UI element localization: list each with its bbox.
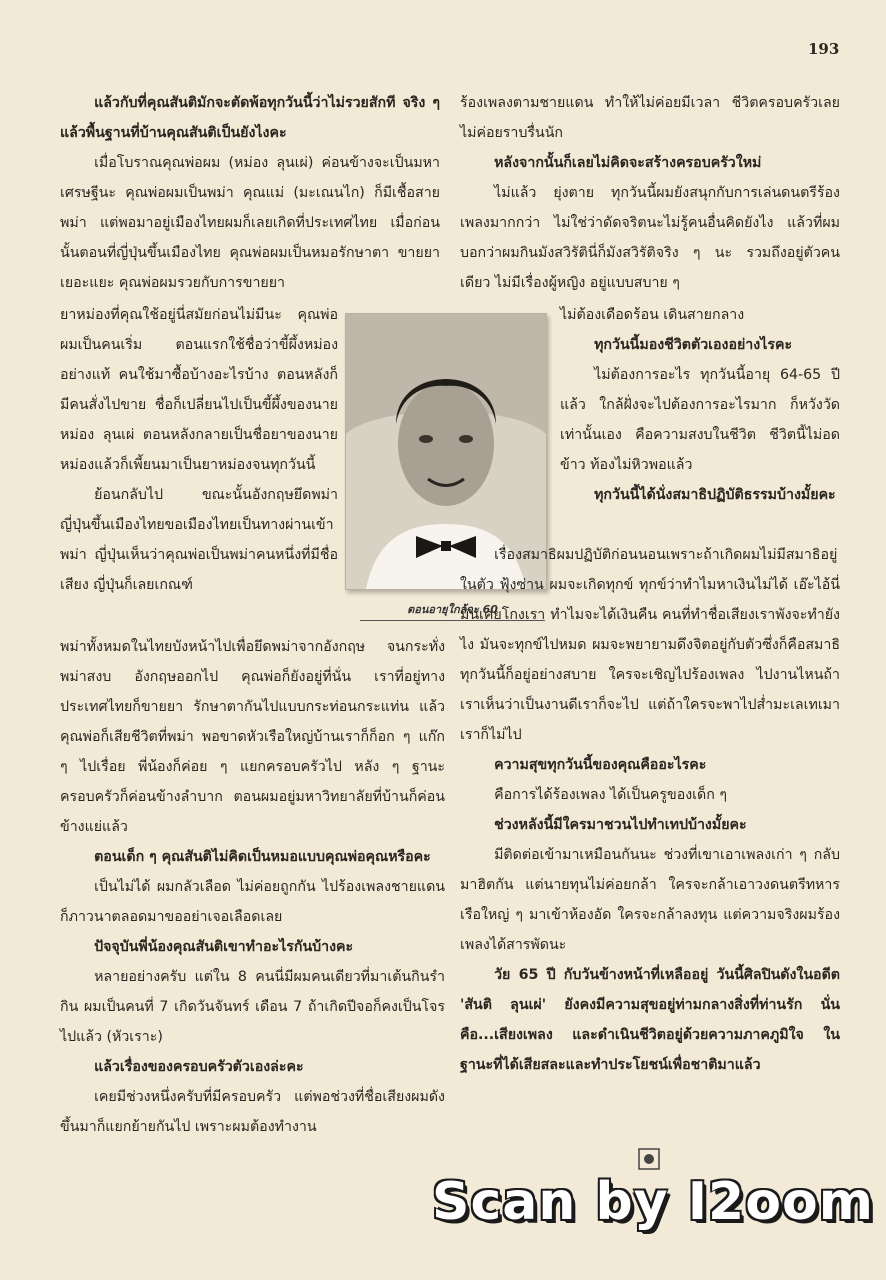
question-paragraph: ช่วงหลังนี้มีใครมาชวนไปทำเทปบ้างมั้ยคะ	[494, 817, 747, 833]
question-paragraph: ทุกวันนี้มองชีวิตตัวเองอย่างไรคะ	[594, 337, 793, 353]
answer-paragraph: ย้อนกลับไป ขณะนั้นอังกฤษยึดพม่า ญี่ปุ่นขึ้นเมืองไทยขอเมืองไทยเป็นทางผ่านเข้าพม่า ญี่ปุ่นเห็นว่าคุณพ่อเป็นพม่าคนหนึ่งที่มีชื่อเสียง ญี่ปุ่นก็เลยเกณฑ์	[60, 487, 338, 593]
page-number: 193	[808, 40, 840, 58]
answer-paragraph: ไม่ต้องเดือดร้อน เดินสายกลาง	[560, 307, 745, 323]
scan-watermark: Scan by I2oom	[432, 1172, 874, 1232]
right-column-mid	[560, 300, 840, 510]
photo-caption: ตอนอายุใกล้จะ 60	[360, 600, 545, 621]
question-paragraph: ความสุขทุกวันนี้ของคุณคืออะไรคะ	[494, 757, 707, 773]
left-column-top	[60, 88, 440, 298]
answer-paragraph: พม่าทั้งหมดในไทยบังหน้าไปเพื่อยึดพม่าจากอังกฤษ จนกระทั่งพม่าสงบ อังกฤษออกไป คุณพ่อก็ยังอยู่ที่นั่น เราที่อยู่ทางประเทศไทยก็ขายยา รักษาตากันไปแบบกระท่อนกระแท่น แล้วคุณพ่อก็เสียชีวิตที่พม่า พอขาดหัวเรือใหญ่บ้านเราก็ก็อก ๆ แก๊ก ๆ ไปเรื่อย พี่น้องก็ค่อย ๆ แยกครอบครัวไป หลัง ๆ ฐานะครอบครัวก็ค่อนข้างลำบาก ตอนผมอยู่มหาวิทยาลัยที่บ้านก็ค่อนข้างแย่แล้ว	[60, 639, 445, 835]
answer-paragraph: คือการได้ร้องเพลง ได้เป็นครูของเด็ก ๆ	[494, 787, 727, 803]
answer-paragraph: เคยมีช่วงหนึ่งครับที่มีครอบครัว แต่พอช่วงที่ชื่อเสียงผมดังขึ้นมาก็แยกย้ายกันไป เพราะผมต้องทำงาน	[60, 1089, 445, 1135]
question-paragraph: แล้วกับที่คุณสันติมักจะตัดพ้อทุกวันนี้ว่าไม่รวยสักที จริง ๆ แล้วพื้นฐานที่บ้านคุณสันติเป็นยังไงคะ	[60, 95, 440, 141]
right-column-top	[460, 88, 840, 298]
question-paragraph: แล้วเรื่องของครอบครัวตัวเองล่ะคะ	[94, 1059, 304, 1075]
closing-paragraph: วัย 65 ปี กับวันข้างหน้าที่เหลืออยู่ วันนี้ศิลปินดังในอดีต 'สันติ ลุนเผ่' ยังคงมีความสุขอยู่ท่ามกลางสิ่งที่ท่านรัก นั่นคือ...เสียงเพลง และดำเนินชีวิตอยู่ด้วยความภาคภูมิใจ ในฐานะที่ได้เสียสละและทำประโยชน์เพื่อชาติมาแล้ว	[460, 967, 840, 1073]
question-paragraph: ทุกวันนี้ได้นั่งสมาธิปฏิบัติธรรมบ้างมั้ยคะ	[594, 487, 836, 503]
answer-paragraph: ร้องเพลงตามชายแดน ทำให้ไม่ค่อยมีเวลา ชีวิตครอบครัวเลยไม่ค่อยราบรื่นนัก	[460, 95, 840, 141]
answer-paragraph: ยาหม่องที่คุณใช้อยู่นี่สมัยก่อนไม่มีนะ คุณพ่อผมเป็นคนเริ่ม ตอนแรกใช้ชื่อว่าขี้ผึ้งหม่องอย่างแท้ คนใช้มาซื้อบ้างอะไรบ้าง ตอนหลังก็มีคนสั่งไปขาย ชื่อก็เปลี่ยนไปเป็นขี้ผึ้งของนายหม่อง ลุนเผ่ ตอนหลังกลายเป็นชื่อยาของนายหม่องแล้วก็เพี้ยนมาเป็นยาหม่องจนทุกวันนี้	[60, 307, 338, 473]
question-paragraph: ตอนเด็ก ๆ คุณสันติไม่คิดเป็นหมอแบบคุณพ่อคุณหรือคะ	[94, 849, 431, 865]
answer-paragraph: เป็นไม่ได้ ผมกลัวเลือด ไม่ค่อยถูกกัน ไปร้องเพลงชายแดนก็ภาวนาตลอดมาขออย่าเจอเลือดเลย	[60, 879, 445, 925]
left-column-bottom	[60, 632, 445, 1142]
right-column-bottom	[460, 540, 840, 1080]
magazine-logo-icon	[638, 1148, 660, 1170]
answer-paragraph: หลายอย่างครับ แต่ใน 8 คนนี่มีผมคนเดียวที่มาเต้นกินรำกิน ผมเป็นคนที่ 7 เกิดวันจันทร์ เดือน 7 ถ้าเกิดปีจอก็คงเป็นโจรไปแล้ว (หัวเราะ)	[60, 969, 445, 1045]
answer-paragraph: เรื่องสมาธิผมปฏิบัติก่อนนอนเพราะถ้าเกิดผมไม่มีสมาธิอยู่ในตัว ฟุ้งซ่าน ผมจะเกิดทุกข์ ทุกข์ว่าทำไมหาเงินไม่ได้ เอ๊ะไอ้นี่มันเคยโกงเรา ทำไมจะได้เงินคืน คนที่ทำชื่อเสียงเราพังจะทำยังไง มันจะทุกข์ไปหมด ผมจะพยายามดึงจิตอยู่กับตัวซึ่งก็คือสมาธิ ทุกวันนี้ก็อยู่อย่างสบาย ใครจะเชิญไปร้องเพลง ไปงานไหนถ้าเราเห็นว่าเป็นงานดีเราก็จะไป แต่ถ้าใครจะพาไปส่ำมะเลเทเมาเราก็ไม่ไป	[460, 547, 840, 743]
left-column-wrap	[60, 300, 338, 600]
answer-paragraph: ไม่แล้ว ยุ่งตาย ทุกวันนี้ผมยังสนุกกับการเล่นดนตรีร้องเพลงมากกว่า ไม่ใช่ว่าดัดจริตนะไม่รู้คนอื่นคิดยังไง แล้วที่ผมบอกว่าผมกินมังสวิรัตินี่ก็มังสวิรัติจริง ๆ นะ รวมถึงอยู่ตัวคนเดียว ไม่มีเรื่องผู้หญิง อยู่แบบสบาย ๆ	[460, 185, 840, 291]
answer-paragraph: ไม่ต้องการอะไร ทุกวันนี้อายุ 64-65 ปีแล้ว ใกล้ฝั่งจะไปต้องการอะไรมาก ก็หวังวัดเท่านั้นเอง คือความสงบในชีวิต ชีวิตนี้ไม่อดข้าว ท้องไม่หิวพอแล้ว	[560, 367, 840, 473]
question-paragraph: ปัจจุบันพี่น้องคุณสันติเขาทำอะไรกันบ้างคะ	[94, 939, 354, 955]
question-paragraph: หลังจากนั้นก็เลยไม่คิดจะสร้างครอบครัวใหม่	[494, 155, 762, 171]
answer-paragraph: มีติดต่อเข้ามาเหมือนกันนะ ช่วงที่เขาเอาเพลงเก่า ๆ กลับมาฮิตกัน แต่นายทุนไม่ค่อยกล้า ใครจะกล้าเอาวงดนตรีทหารเรือใหญ่ ๆ มาเข้าห้องอัด ใครจะกล้าลงทุน แต่ความจริงผมร้องเพลงได้สารพัดนะ	[460, 847, 840, 953]
answer-paragraph: เมื่อโบราณคุณพ่อผม (หม่อง ลุนเผ่) ค่อนข้างจะเป็นมหาเศรษฐีนะ คุณพ่อผมเป็นพม่า คุณแม่ (มะเณนไก) ก็มีเชื้อสายพม่า แต่พอมาอยู่เมืองไทยผมก็เลยเกิดที่ประเทศไทย เมื่อก่อนนั้นตอนที่ญี่ปุ่นขึ้นเมืองไทย คุณพ่อผมเป็นหมอรักษาตา ขายยาเยอะแยะ คุณพ่อผมรวยกับการขายยา	[60, 155, 440, 291]
